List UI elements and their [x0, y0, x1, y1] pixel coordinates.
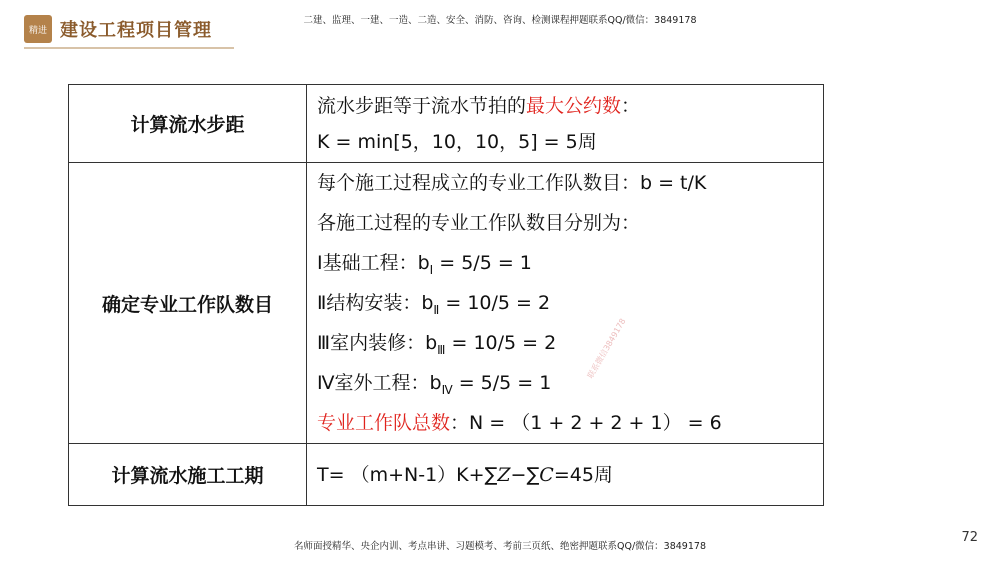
flow-construction-table: [68, 84, 824, 506]
content-line: 每个施工过程成立的专业工作队数目：b = t/K: [317, 172, 707, 194]
row-label-duration: 计算流水施工工期: [69, 444, 307, 506]
table-row: [69, 85, 824, 163]
row-label-team-count: 确定专业工作队数目: [69, 163, 307, 444]
content-line: Ⅲ室内装修：$b_Ⅲ = 10/5 = 2$: [317, 332, 557, 357]
table-row: [69, 163, 824, 444]
highlight-text: 专业工作队总数: [317, 412, 451, 434]
row-content-duration: [307, 444, 824, 506]
brand-title: 建设工程项目管理: [60, 20, 212, 41]
content-line: Ⅱ结构安装：$b_Ⅱ = 10/5 = 2$: [317, 292, 551, 317]
row-content-team-count: [307, 163, 824, 444]
brand-underline: [24, 47, 234, 49]
content-line: 流水步距等于流水节拍的最大公约数：: [317, 94, 641, 117]
content-line: K = min[5，10，10，5] = 5周: [317, 130, 597, 153]
content-line: Ⅰ基础工程：$b_Ⅰ = 5/5 = 1$: [317, 252, 532, 277]
row-label-step-interval: 计算流水步距: [69, 85, 307, 163]
highlight-text: 最大公约数: [526, 94, 622, 117]
brand-logo: 精进: [24, 15, 52, 43]
duration-formula: T= （m+N-1）K+∑Z−∑C=45周: [317, 463, 613, 486]
content-line: Ⅳ室外工程：$b_Ⅳ = 5/5 = 1$: [317, 372, 552, 397]
content-line: 各施工过程的专业工作队数目分别为：: [317, 212, 641, 234]
header-contact-note: 二建、监理、一建、一造、二造、安全、消防、咨询、检测课程押题联系QQ/微信：3849178: [303, 15, 697, 26]
watermark: 联系微信3849178: [585, 316, 628, 380]
content-line: 专业工作队总数：N = （1 + 2 + 2 + 1） = 6: [317, 412, 722, 434]
footer-contact-note: 名师面授精华、央企内训、考点串讲、习题模考、考前三页纸、绝密押题联系QQ/微信：3849178: [294, 541, 706, 552]
page-number: 72: [961, 530, 978, 545]
table-row: [69, 444, 824, 506]
row-content-step-interval: [307, 85, 824, 163]
